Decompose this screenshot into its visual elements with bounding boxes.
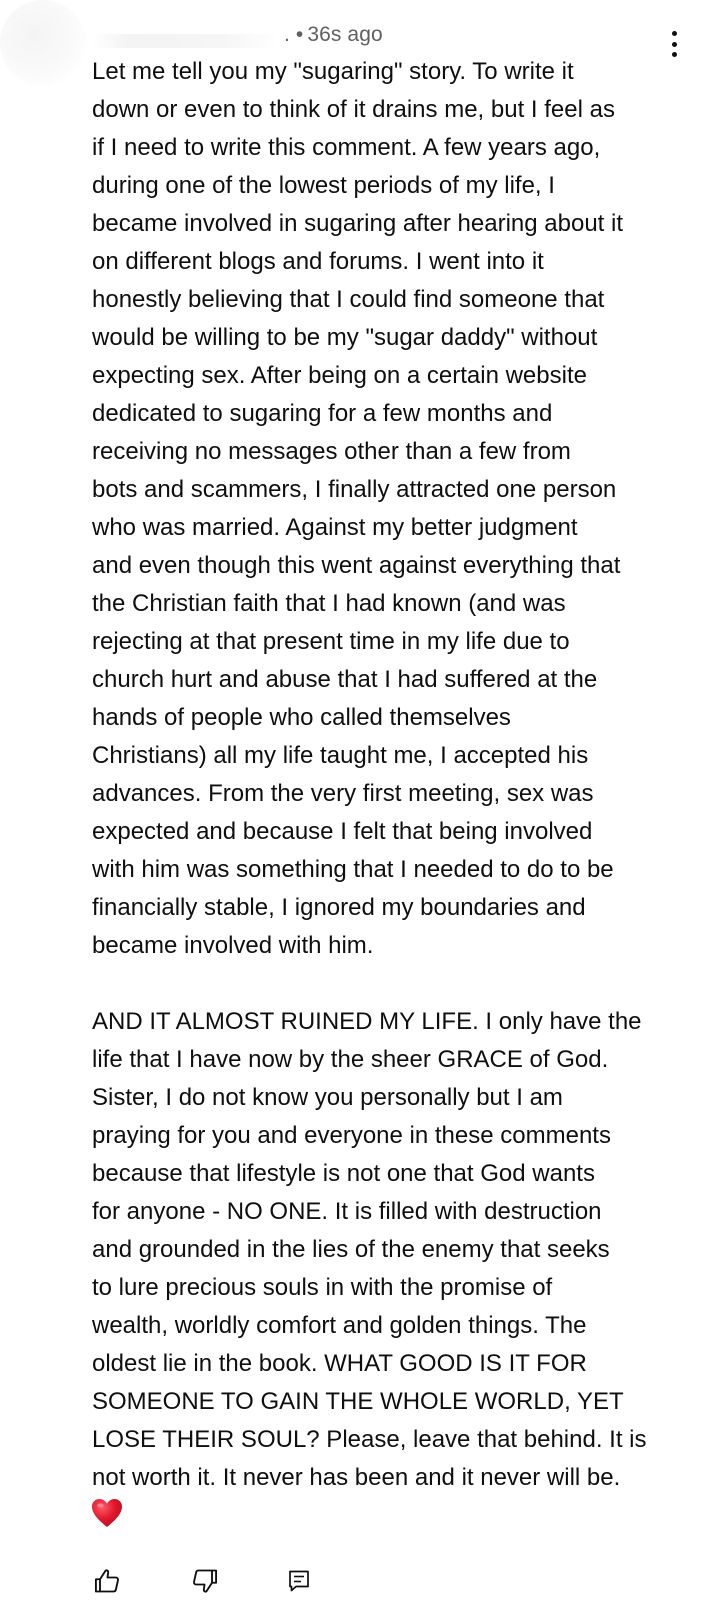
comment-meta [280, 23, 383, 47]
more-options-icon-dot [672, 42, 677, 47]
more-options-icon-dot [672, 31, 677, 36]
reply-icon [287, 1569, 311, 1593]
heart-emoji [91, 1498, 123, 1528]
thumbs-down-icon [191, 1567, 219, 1595]
dislike-button[interactable] [190, 1566, 220, 1596]
comment-timestamp[interactable]: 36s ago [307, 23, 383, 46]
comment-paragraph: Let me tell you my "sugaring" story. To write it down or even to think of it drains me, but I feel as if I need to write this comment. A few years ago, during one of the lowest periods of my life, I became involved in sugaring after hearing about it on different blogs and forums. I went into it honestly believing that I could find someone that would be willing to be my "sugar daddy" without expecting sex. After being on a certain website dedicated to sugaring for a few months and receiving no messages other than a few from bots and scammers, I finally attracted one person who was married. Against my better judgment and even though this went against everything that the Christian faith that I had known (and was rejecting at that present time in my life due to church hurt and abuse that I had suffered at the hands of people who called themselves Christians) all my life taught me, I accepted his advances. From the very first meeting, sex was expected and because I felt that being involved with him was something that I needed to do to be financially stable, I ignored my boundaries and became involved with him. [92, 58, 623, 959]
comment-actions [92, 1565, 314, 1597]
heart-icon [91, 1498, 123, 1528]
meta-separator: . • [284, 23, 304, 46]
reply-button[interactable] [284, 1566, 314, 1596]
thumbs-up-icon [93, 1567, 121, 1595]
comment-text [92, 53, 678, 1497]
comment-paragraph: AND IT ALMOST RUINED MY LIFE. I only have the life that I have now by the sheer GRACE of God. Sister, I do not know you personally but I am praying for you and everyone in these comments because that lifestyle is not one that God wants for anyone - NO ONE. It is filled with destruction and grounded in the lies of the enemy that seeks to lure precious souls in with the promise of wealth, worldly comfort and golden things. The oldest lie in the book. WHAT GOOD IS IT FOR SOMEONE TO GAIN THE WHOLE WORLD, YET LOSE THEIR SOUL? Please, leave that behind. It is not worth it. It never has been and it never will be. [92, 1008, 647, 1491]
like-button[interactable] [92, 1566, 122, 1596]
author-name-redacted[interactable] [92, 34, 280, 48]
avatar[interactable] [0, 0, 86, 86]
comment-header [92, 19, 383, 51]
